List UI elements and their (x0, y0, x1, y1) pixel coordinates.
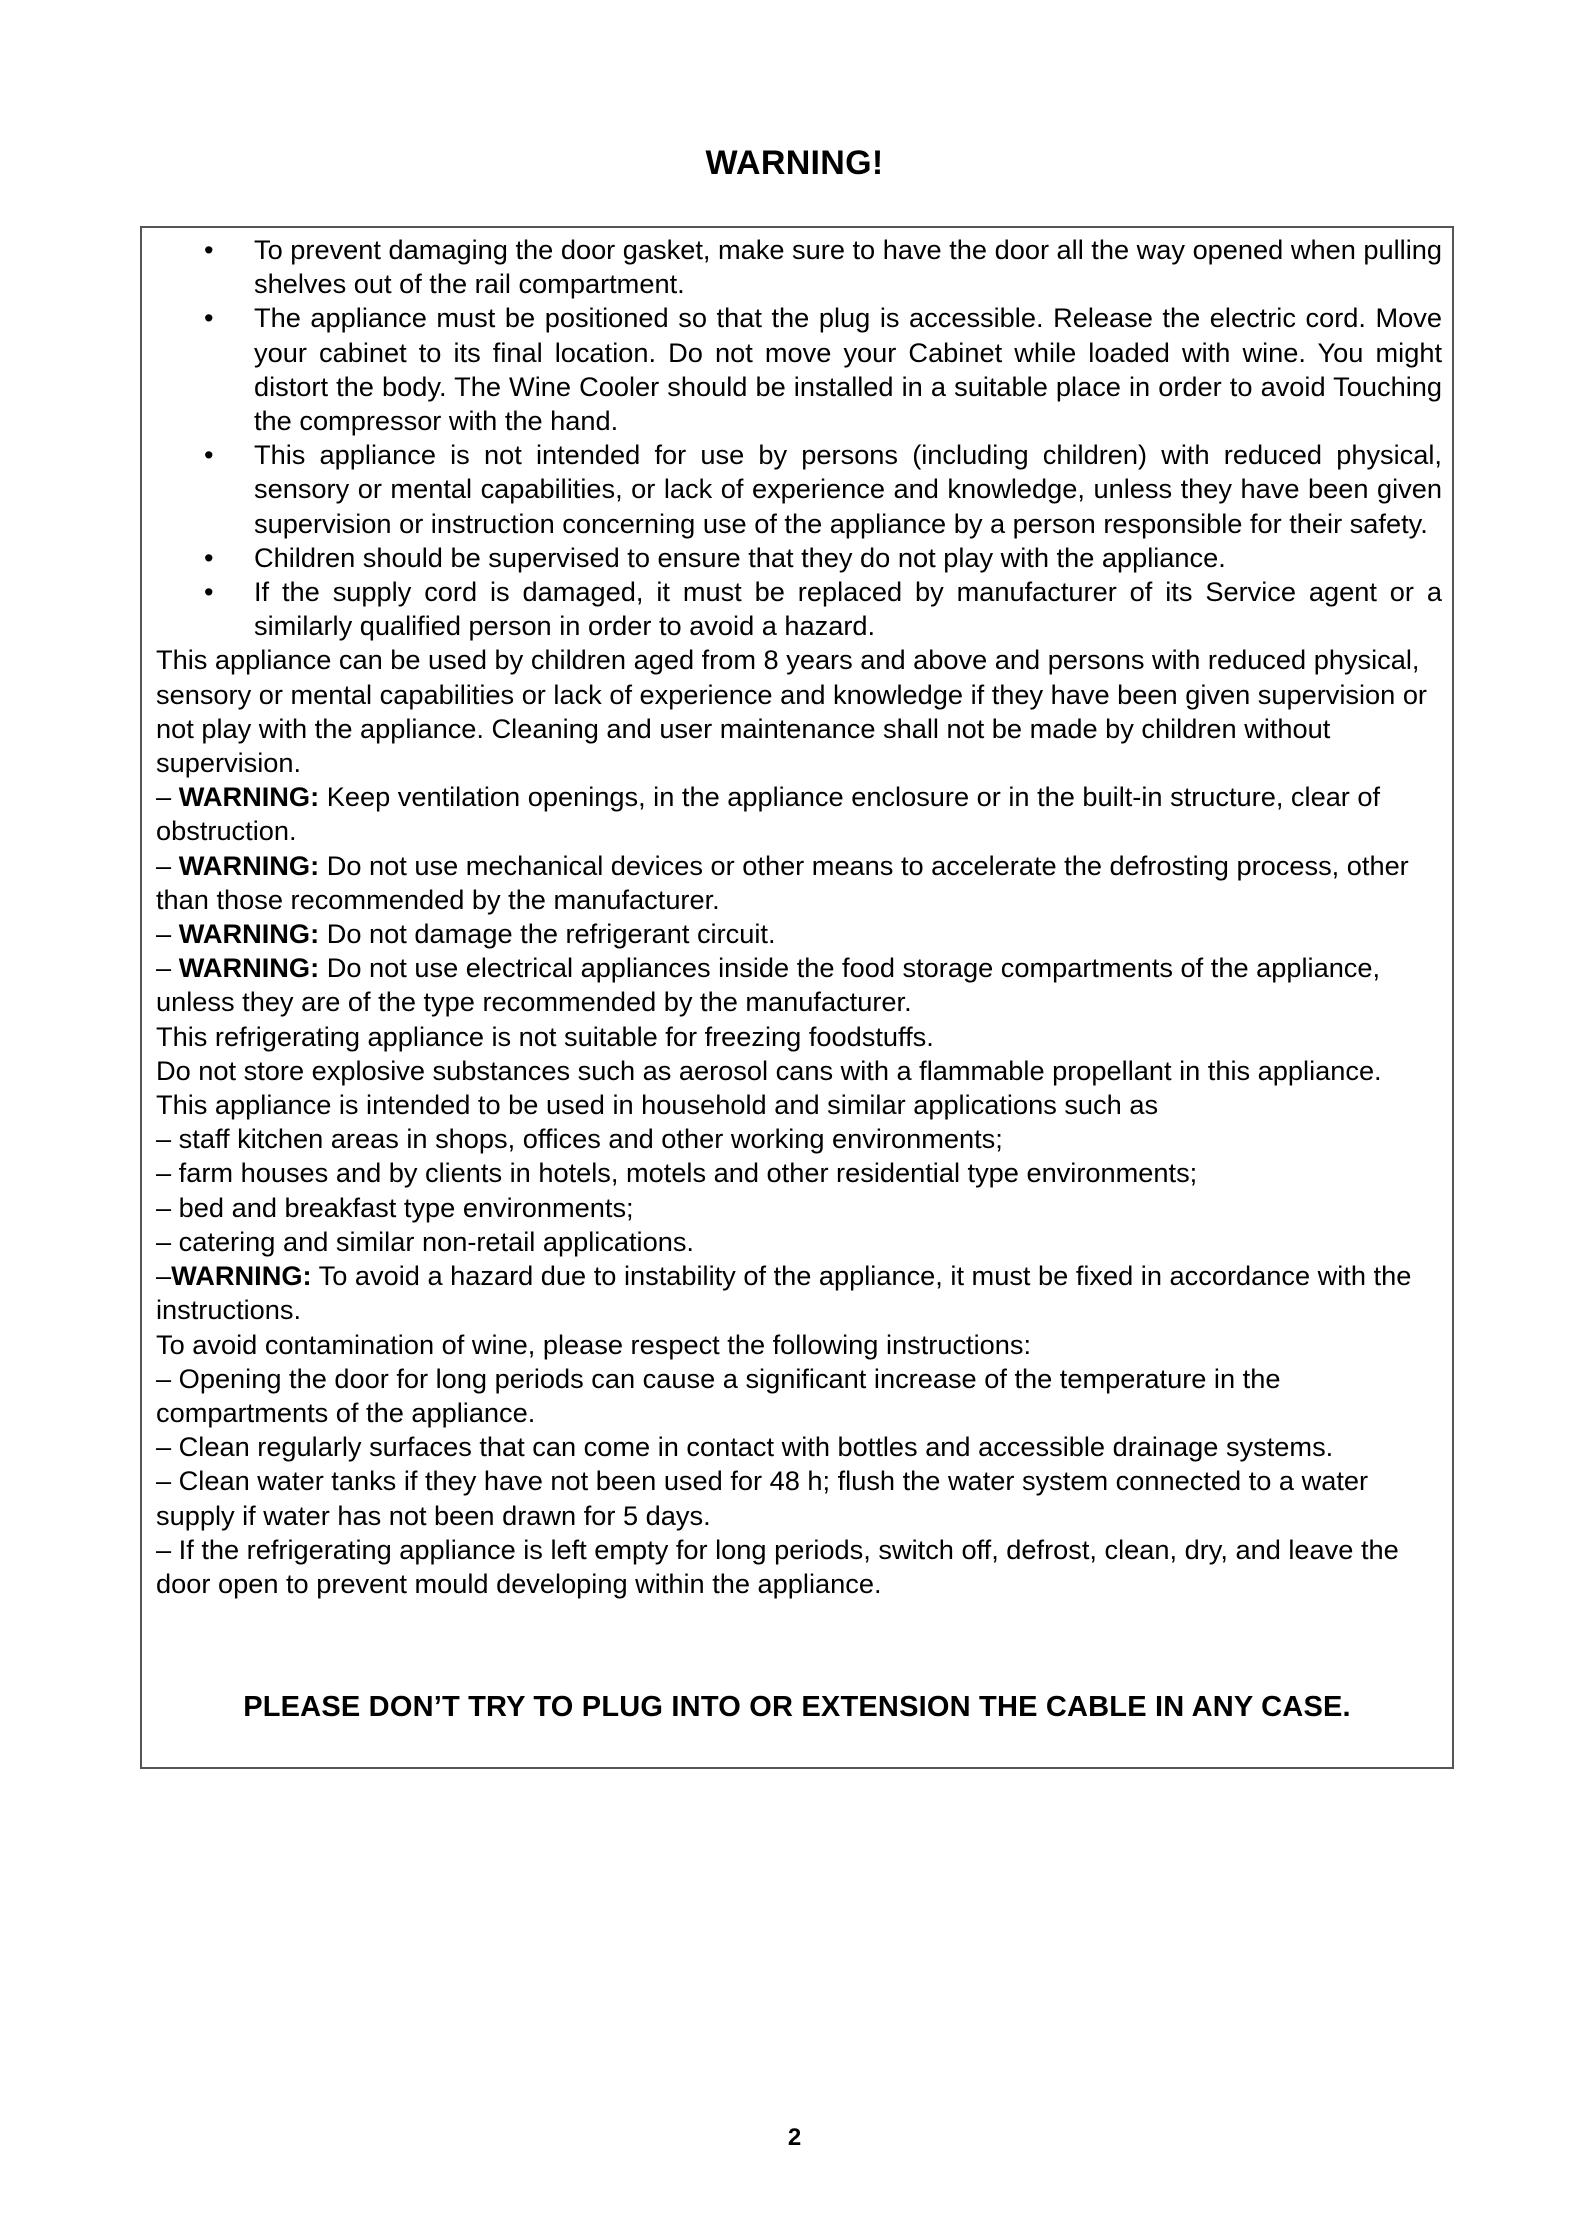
warning-instability (156, 1259, 1442, 1327)
contamination-item: – Opening the door for long periods can cause a significant increase of the temperature in the compartments of the appliance. (156, 1362, 1281, 1428)
list-item-text: Children should be supervised to ensure that they do not play with the appliance. (254, 541, 1226, 573)
closing-warning: PLEASE DON’T TRY TO PLUG INTO OR EXTENSION THE CABLE IN ANY CASE. (243, 1691, 1351, 1723)
warning-label: WARNING: (171, 1260, 312, 1292)
household-intro: This appliance is intended to be used in household and similar applications such as (156, 1089, 1159, 1121)
contamination-item: – Clean regularly surfaces that can come in contact with bottles and accessible drainage systems. (156, 1431, 1334, 1463)
children-aged-paragraph: This appliance can be used by children aged from 8 years and above and persons with reduced physical, sensory or mental capabilities or lack of experience and knowledge if they have been given supervision or not play with the appliance. Cleaning and user maintenance shall not be made by children without supervision. (156, 644, 1427, 779)
warning-dash: – (156, 849, 179, 881)
list-item-text: To prevent damaging the door gasket, make sure to have the door all the way opened when pulling shelves out of the rail compartment. (254, 234, 1442, 300)
contamination-item: – Clean water tanks if they have not been used for 48 h; flush the water system connected to a water supply if water has not been drawn for 5 days. (156, 1465, 1369, 1531)
list-item-text: The appliance must be positioned so that the plug is accessible. Release the electric cord. Move your cabinet to its final location. Do not move your Cabinet while loaded with wine. You might distort the body. The Wine Cooler should be installed in a suitable place in order to avoid Touching the compressor with the hand. (254, 302, 1442, 437)
warning-dash: – (156, 1260, 172, 1292)
list-item (156, 575, 1442, 643)
page-title: WARNING! (705, 144, 884, 182)
not-freezing-paragraph: This refrigerating appliance is not suitable for freezing foodstuffs. (156, 1020, 934, 1052)
bullet-icon: • (204, 576, 214, 608)
warning-label: WARNING: (178, 849, 320, 881)
warning-defrosting (156, 849, 1442, 917)
household-item: – staff kitchen areas in shops, offices and other working environments; (156, 1123, 1003, 1155)
list-item (156, 541, 1442, 575)
contamination-item: – If the refrigerating appliance is left empty for long periods, switch off, defrost, clean, dry, and leave the door open to prevent mould developing within the appliance. (156, 1533, 1399, 1599)
warning-box (140, 226, 1454, 1769)
bullet-icon: • (204, 439, 214, 471)
page-number: 2 (787, 2124, 802, 2151)
warning-label: WARNING: (178, 781, 320, 813)
contamination-intro: To avoid contamination of wine, please respect the following instructions: (156, 1328, 1032, 1360)
warning-dash: – (156, 781, 179, 813)
warning-text: Do not use mechanical devices or other means to accelerate the defrosting process, other than those recommended by the manufacturer. (156, 849, 1409, 915)
list-item (156, 301, 1442, 438)
household-item: – bed and breakfast type environments; (156, 1191, 634, 1223)
warning-refrigerant (156, 917, 1442, 951)
warning-electrical (156, 951, 1442, 1019)
warning-text: To avoid a hazard due to instability of the appliance, it must be fixed in accordance with the instructions. (156, 1260, 1412, 1326)
list-item-text: If the supply cord is damaged, it must be replaced by manufacturer of its Service agent or a similarly qualified person in order to avoid a hazard. (254, 576, 1442, 642)
bullet-list (156, 233, 1442, 643)
list-item-text: This appliance is not intended for use by persons (including children) with reduced physical, sensory or mental capabilities, or lack of experience and knowledge, unless they have been given supervision or instruction concerning use of the appliance by a person responsible for their safety. (254, 439, 1442, 539)
list-item (156, 233, 1442, 301)
warning-text: Keep ventilation openings, in the appliance enclosure or in the built-in structure, clear of obstruction. (156, 781, 1381, 847)
household-item: – catering and similar non-retail applications. (156, 1225, 694, 1257)
warning-dash: – (156, 918, 179, 950)
warning-content (156, 233, 1442, 1601)
warning-text: Do not damage the refrigerant circuit. (319, 918, 776, 950)
warning-label: WARNING: (178, 952, 320, 984)
bullet-icon: • (204, 302, 214, 334)
warning-ventilation (156, 780, 1442, 848)
bullet-icon: • (204, 234, 214, 265)
warning-text: Do not use electrical appliances inside the food storage compartments of the appliance, unless they are of the type recommended by the manufacturer. (156, 952, 1381, 1018)
explosive-paragraph: Do not store explosive substances such as aerosol cans with a flammable propellant in this appliance. (156, 1054, 1382, 1086)
warning-label: WARNING: (178, 918, 320, 950)
household-item: – farm houses and by clients in hotels, motels and other residential type environments; (156, 1157, 1198, 1189)
warning-dash: – (156, 952, 179, 984)
bullet-icon: • (204, 541, 214, 573)
list-item (156, 438, 1442, 541)
